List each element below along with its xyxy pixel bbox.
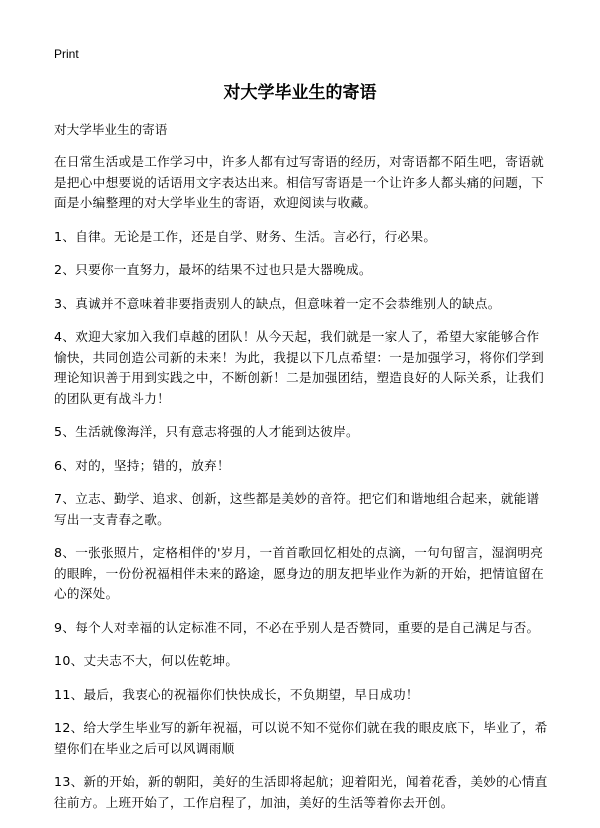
print-link[interactable]: Print <box>54 47 79 61</box>
list-item: 13、新的开始，新的朝阳，美好的生活即将起航；迎着阳光，闻着花香，美妙的心情直往前方。上班开始了，工作启程了，加油，美好的生活等着你去开创。 <box>54 774 548 810</box>
article-body <box>54 120 550 826</box>
page-title: 对大学毕业生的寄语 <box>223 83 377 103</box>
list-item: 7、立志、勤学、追求、创新，这些都是美妙的音符。把它们和谐地组合起来，就能谱写出一支青春之歌。 <box>54 491 540 527</box>
list-item: 2、只要你一直努力，最坏的结果不过也只是大器晚成。 <box>54 262 372 277</box>
list-item: 10、丈夫志不大，何以佐乾坤。 <box>54 653 239 668</box>
article-subtitle: 对大学毕业生的寄语 <box>54 122 168 137</box>
intro-paragraph: 在日常生活或是工作学习中，许多人都有过写寄语的经历，对寄语都不陌生吧，寄语就是把心中想要说的话语用文字表达出来。相信写寄语是一个让许多人都头痛的问题，下面是小编整理的对大学毕业生的寄语，欢迎阅读与收藏。 <box>54 154 544 210</box>
list-item: 4、欢迎大家加入我们卓越的团队！从今天起，我们就是一家人了，希望大家能够合作愉快，共同创造公司新的未来！为此，我提以下几点希望：一是加强学习，将你们学到理论知识善于用到实践之中，不断创新！二是加强团结，塑造良好的人际关系，让我们的团队更有战斗力！ <box>54 329 544 406</box>
list-item: 5、生活就像海洋，只有意志将强的人才能到达彼岸。 <box>54 424 359 439</box>
list-item: 9、每个人对幸福的认定标准不同，不必在乎别人是否赞同，重要的是自己满足与否。 <box>54 619 540 635</box>
list-item: 11、最后，我衷心的祝福你们快快成长，不负期望，早日成功！ <box>54 686 419 702</box>
list-item: 6、对的，坚持；错的，放弃！ <box>54 457 230 473</box>
list-item: 12、给大学生毕业写的新年祝福，可以说不知不觉你们就在我的眼皮底下，毕业了，希望你们在毕业之后可以风调雨顺 <box>54 720 548 756</box>
list-item: 1、自律。无论是工作，还是自学、财务、生活。言必行，行必果。 <box>54 228 437 244</box>
list-item: 8、一张张照片，定格相伴的'岁月，一首首歌回忆相处的点滴，一句句留言，湿润明亮的眼眸，一份份祝福相伴未来的路途，愿身边的朋友把毕业作为新的开始，把情谊留在心的深处。 <box>54 545 544 601</box>
list-item: 3、真诚并不意味着非要指责别人的缺点，但意味着一定不会恭维别人的缺点。 <box>54 295 501 311</box>
